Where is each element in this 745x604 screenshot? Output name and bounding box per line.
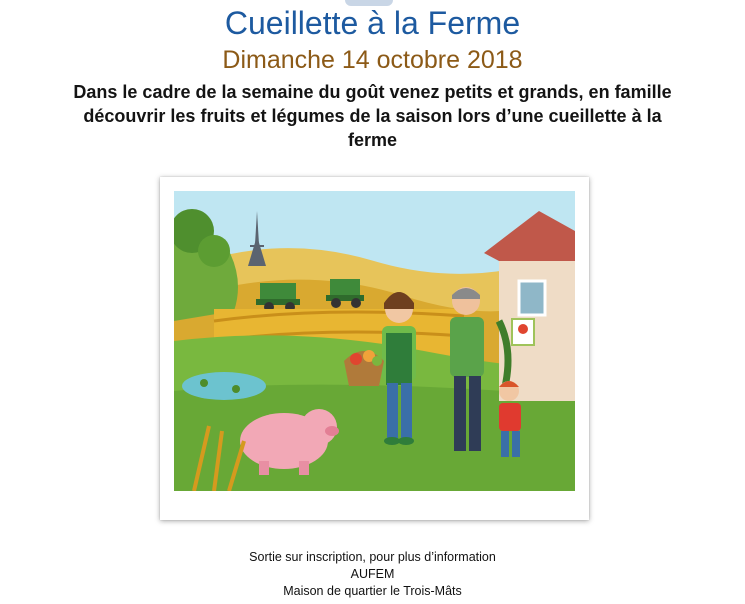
event-date: Dimanche 14 octobre 2018 bbox=[222, 46, 523, 74]
footer-info bbox=[0, 549, 745, 600]
registration-note: Sortie sur inscription, pour plus d’information bbox=[249, 550, 496, 564]
farm-illustration bbox=[174, 191, 575, 491]
event-title: Cueillette à la Ferme bbox=[224, 5, 521, 41]
venue-name: Maison de quartier le Trois-Mâts bbox=[283, 584, 462, 598]
illustration-frame bbox=[160, 177, 589, 520]
event-description: Dans le cadre de la semaine du goût venez petits et grands, en famille découvrir les fruits et légumes de la saison lors d’une cueillette à la ferme bbox=[73, 82, 672, 150]
organization-name: AUFEM bbox=[350, 567, 395, 581]
